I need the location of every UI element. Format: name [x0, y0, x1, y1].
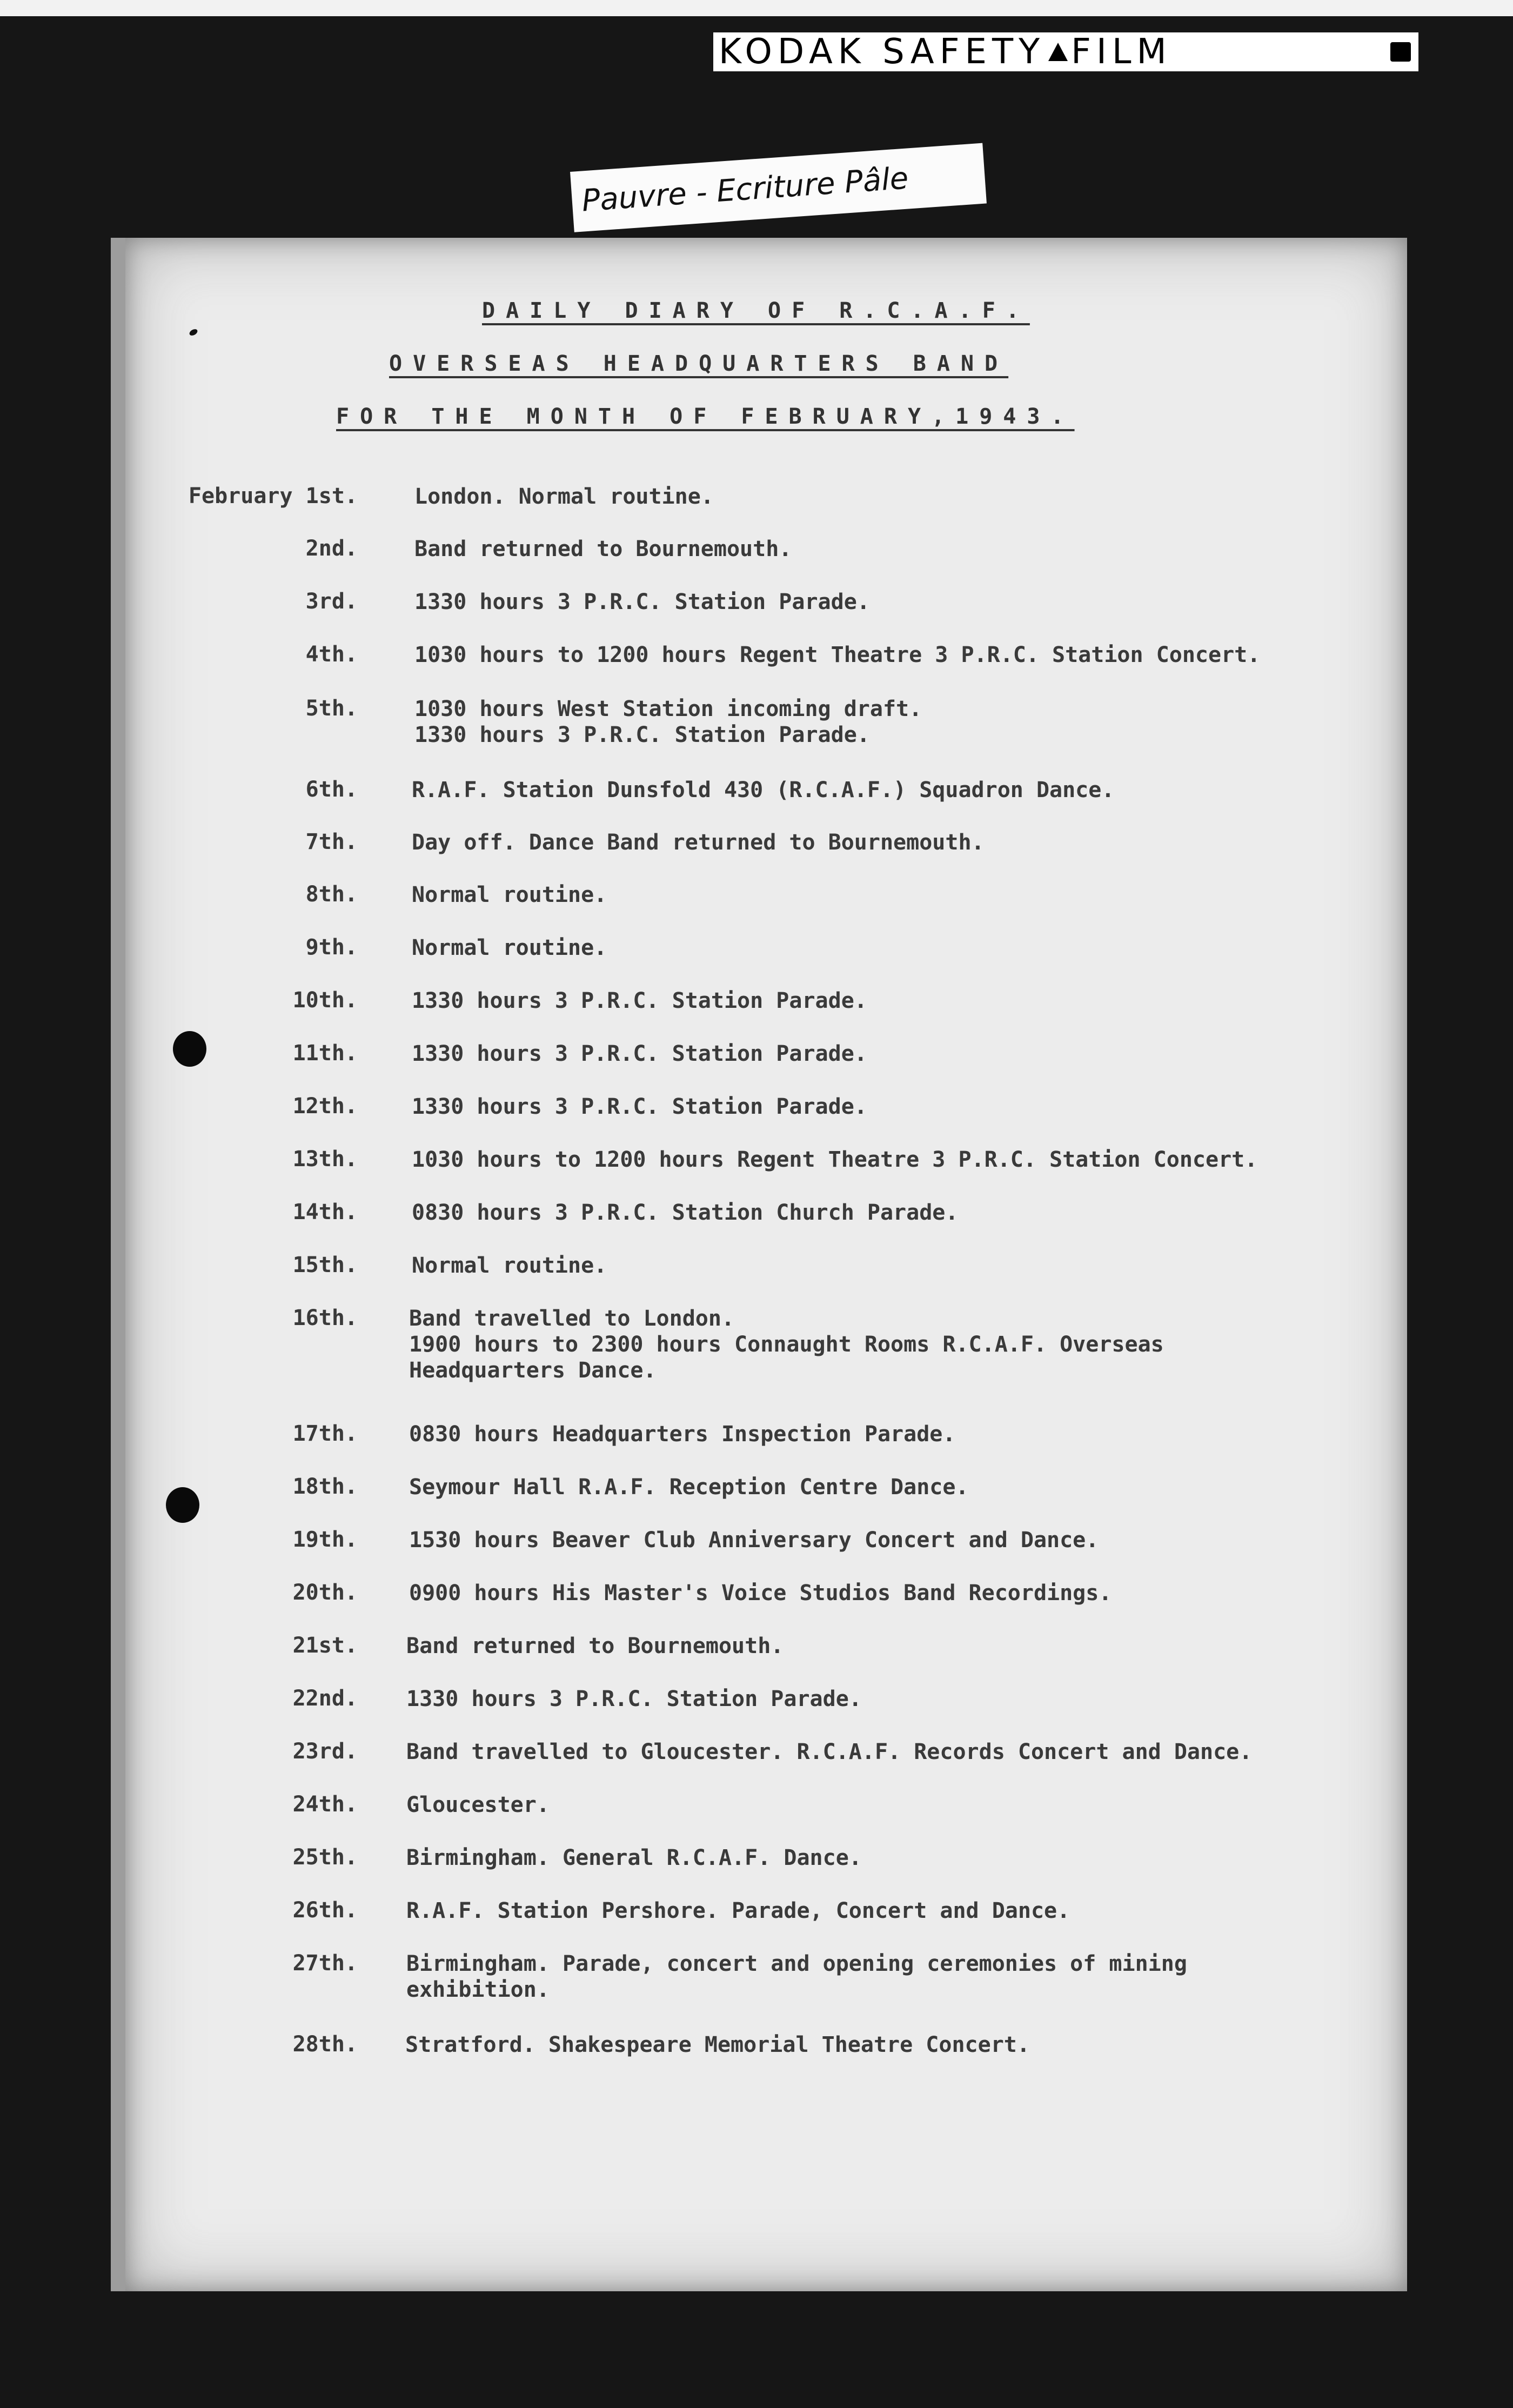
entry-date: 18th. — [292, 1474, 358, 1499]
entry-date: 17th. — [292, 1421, 358, 1446]
handwritten-note-slip — [570, 143, 987, 232]
entry-text: Gloucester. — [406, 1792, 550, 1817]
entry-text: 1030 hours West Station incoming draft. 1330 hours 3 P.R.C. Station Parade. — [414, 697, 922, 747]
title-line-2: OVERSEAS HEADQUARTERS BAND — [389, 351, 1009, 376]
entry-text: 0830 hours Headquarters Inspection Parade. — [409, 1422, 956, 1447]
kodak-label-text-2: FILM — [1071, 32, 1172, 72]
entry-text: Band returned to Bournemouth. — [414, 537, 792, 561]
note-text: Pauvre - Ecriture Pâle — [580, 160, 910, 219]
entry-date: 27th. — [292, 1951, 358, 1976]
entry-text: Normal routine. — [412, 1253, 607, 1278]
entry-date: 6th. — [305, 777, 358, 802]
entry-date: 24th. — [292, 1792, 358, 1817]
entry-text: Band travelled to London. 1900 hours to 2300 hours Connaught Rooms R.C.A.F. Overseas Headquarters Dance. — [409, 1306, 1164, 1383]
entry-date: 23rd. — [292, 1739, 358, 1764]
entry-date: 5th. — [305, 696, 358, 721]
entry-text: Seymour Hall R.A.F. Reception Centre Dance. — [409, 1475, 969, 1500]
entry-text: Band travelled to Gloucester. R.C.A.F. Records Concert and Dance. — [406, 1740, 1253, 1764]
title-line-3: FOR THE MONTH OF FEBRUARY,1943. — [336, 404, 1075, 429]
diary-page — [125, 238, 1407, 2291]
entry-text: 0900 hours His Master's Voice Studios Band Recordings. — [409, 1581, 1112, 1606]
entry-date: 16th. — [292, 1306, 358, 1330]
entry-text: 1030 hours to 1200 hours Regent Theatre 3 P.R.C. Station Concert. — [412, 1147, 1258, 1172]
entry-date: 22nd. — [292, 1686, 358, 1711]
entry-text: 1330 hours 3 P.R.C. Station Parade. — [412, 1041, 867, 1066]
entry-date: 3rd. — [305, 589, 358, 614]
entry-date: 4th. — [305, 642, 358, 667]
entry-date: 25th. — [292, 1845, 358, 1870]
entry-date: 7th. — [305, 830, 358, 854]
entry-text: London. Normal routine. — [414, 484, 714, 509]
entry-text: Birmingham. Parade, concert and opening ceremonies of mining exhibition. — [406, 1951, 1187, 2002]
entry-date: 21st. — [292, 1633, 358, 1658]
entry-text: 1030 hours to 1200 hours Regent Theatre 3 P.R.C. Station Concert. — [414, 643, 1261, 667]
entry-date: February 1st. — [188, 484, 358, 509]
title-line-1: DAILY DIARY OF R.C.A.F. — [482, 298, 1030, 323]
entry-date: 26th. — [292, 1898, 358, 1923]
entry-date: 12th. — [292, 1094, 358, 1119]
entry-date: 20th. — [292, 1580, 358, 1605]
entry-date: 8th. — [305, 882, 358, 907]
kodak-label-text: KODAK SAFETY — [719, 32, 1046, 72]
entry-date: 11th. — [292, 1041, 358, 1066]
entry-text: R.A.F. Station Dunsfold 430 (R.C.A.F.) Squadron Dance. — [412, 778, 1115, 802]
film-edge-strip — [0, 0, 1513, 16]
entry-text: Stratford. Shakespeare Memorial Theatre Concert. — [405, 2032, 1030, 2057]
entry-date: 15th. — [292, 1253, 358, 1277]
entry-text: 1330 hours 3 P.R.C. Station Parade. — [414, 590, 870, 614]
paper-edge-shadow — [111, 238, 127, 2291]
entry-date: 9th. — [305, 935, 358, 960]
triangle-icon — [1048, 43, 1068, 61]
entry-text: 1330 hours 3 P.R.C. Station Parade. — [412, 988, 867, 1013]
entry-date: 19th. — [292, 1527, 358, 1552]
entry-text: 0830 hours 3 P.R.C. Station Church Parade. — [412, 1200, 959, 1225]
entry-date: 10th. — [292, 988, 358, 1013]
entry-text: 1530 hours Beaver Club Anniversary Concert and Dance. — [409, 1528, 1099, 1553]
entry-date: 2nd. — [305, 536, 358, 561]
entry-date: 28th. — [292, 2032, 358, 2057]
entry-text: Band returned to Bournemouth. — [406, 1634, 784, 1658]
entry-text: 1330 hours 3 P.R.C. Station Parade. — [412, 1094, 867, 1119]
entry-text: Normal routine. — [412, 935, 607, 960]
punch-hole-upper — [173, 1031, 206, 1067]
entry-date: 13th. — [292, 1147, 358, 1172]
punch-hole-lower — [166, 1487, 199, 1523]
square-icon — [1390, 42, 1411, 62]
entry-text: Normal routine. — [412, 882, 607, 907]
entry-text: Birmingham. General R.C.A.F. Dance. — [406, 1845, 862, 1870]
entry-text: R.A.F. Station Pershore. Parade, Concert and Dance. — [406, 1898, 1070, 1923]
entry-text: Day off. Dance Band returned to Bournemouth. — [412, 830, 985, 855]
ink-speck — [189, 328, 199, 337]
entry-text: 1330 hours 3 P.R.C. Station Parade. — [406, 1687, 862, 1711]
kodak-film-label — [713, 32, 1418, 71]
entry-date: 14th. — [292, 1200, 358, 1225]
